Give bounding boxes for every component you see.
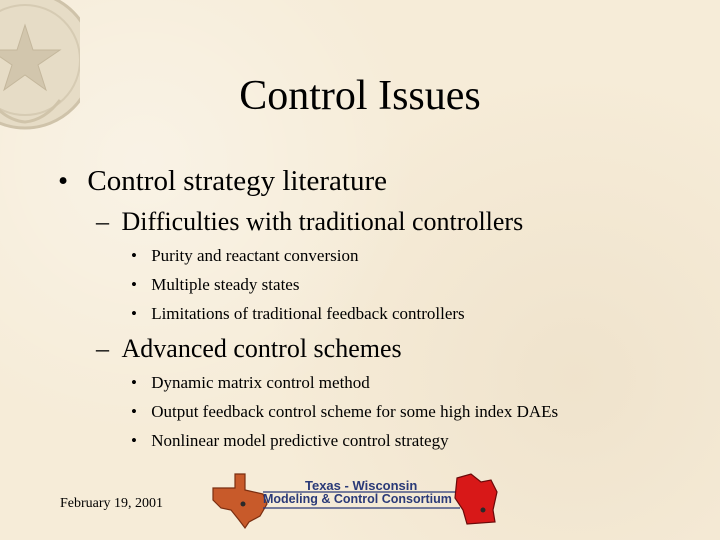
bullet-marker: • [131,275,137,294]
sub-bullet-difficulties [96,207,523,237]
bullet-marker: • [58,165,69,197]
list-item-text: Nonlinear model predictive control strategy [151,431,449,450]
list-item [131,401,558,423]
bullet-text: Control strategy literature [87,165,387,197]
list-item-text: Purity and reactant conversion [151,246,359,265]
logo-line1: Texas - Wisconsin [305,478,418,493]
list-item [131,303,465,325]
list-item-text: Multiple steady states [151,275,300,294]
list-item [131,372,370,394]
bullet-control-strategy [58,164,387,198]
wisconsin-map-icon [455,474,497,524]
list-item-text: Limitations of traditional feedback controllers [151,304,465,323]
footer-date: February 19, 2001 [60,496,164,511]
texas-map-icon [213,474,267,528]
sub-bullet-text: Advanced control schemes [121,334,402,363]
logo-line2: Modeling & Control Consortium [263,492,452,506]
bullet-marker: • [131,304,137,323]
bullet-marker: • [131,246,137,265]
sub-bullet-text: Difficulties with traditional controllers [121,207,524,236]
list-item [131,245,358,267]
bullet-marker: • [131,402,137,421]
sub-bullet-advanced-control [96,334,402,364]
dash-marker: – [96,334,109,363]
dash-marker: – [96,207,109,236]
list-item [131,274,299,296]
list-item [131,430,449,452]
bullet-marker: • [131,373,137,392]
bullet-marker: • [131,431,137,450]
slide-title: Control Issues [239,73,481,119]
list-item-text: Dynamic matrix control method [151,373,370,392]
list-item-text: Output feedback control scheme for some high index DAEs [151,402,559,421]
